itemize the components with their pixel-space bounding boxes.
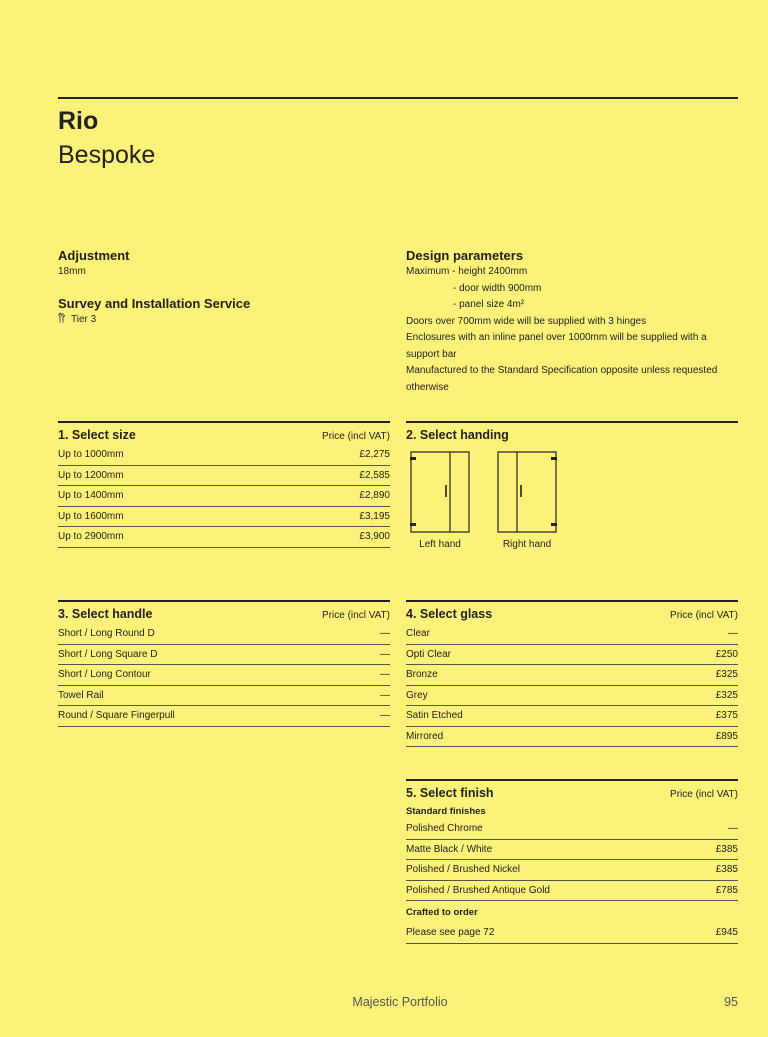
handing-section (406, 421, 738, 550)
option-price: £250 (715, 648, 738, 660)
option-row[interactable] (58, 624, 390, 645)
finish-heading: 5. Select finish (406, 786, 494, 800)
option-label: Polished Chrome (406, 823, 483, 835)
option-price: £895 (715, 730, 738, 742)
design-heading: Design parameters (406, 248, 524, 263)
option-label: Up to 1400mm (58, 490, 124, 502)
handle-table (58, 624, 390, 727)
option-label: Opti Clear (406, 648, 452, 660)
handing-heading: 2. Select handing (406, 428, 509, 442)
right-hand-door-icon (497, 451, 557, 533)
option-row[interactable] (406, 923, 738, 944)
price-column-label: Price (incl VAT) (670, 610, 738, 621)
left-hand-option[interactable] (410, 451, 470, 550)
design-line: Manufactured to the Standard Specification opposite unless requested otherwise (406, 365, 718, 393)
finish-head (406, 781, 738, 803)
option-price: £785 (715, 884, 738, 896)
option-row[interactable] (58, 507, 390, 528)
crafted-table (406, 923, 738, 944)
option-price: — (380, 648, 390, 660)
design-line: - door width 900mm (453, 282, 542, 294)
glass-head (406, 602, 738, 624)
option-label: Clear (406, 628, 430, 640)
handing-options (406, 451, 738, 550)
option-label: Round / Square Fingerpull (58, 710, 175, 722)
option-price: — (728, 823, 738, 835)
design-line: - panel size 4m² (453, 299, 525, 310)
left-hand-door-icon (410, 451, 470, 533)
right-hand-option[interactable] (497, 451, 557, 550)
option-price: £385 (715, 864, 738, 876)
option-row[interactable] (406, 624, 738, 645)
option-label: Grey (406, 689, 428, 701)
size-head (58, 423, 390, 445)
option-price: £3,195 (359, 510, 390, 522)
option-price: £325 (715, 689, 738, 701)
info-left (58, 248, 388, 329)
survey-tier (58, 312, 388, 330)
option-label: Bronze (406, 669, 438, 681)
design-line: Maximum - height 2400mm (406, 266, 528, 277)
option-row[interactable] (406, 727, 738, 748)
option-price: — (380, 669, 390, 681)
survey-tier-label: Tier 3 (71, 314, 97, 325)
size-table (58, 445, 390, 548)
spanner-icon (58, 312, 67, 330)
standard-finishes-heading: Standard finishes (406, 805, 486, 817)
crafted-heading: Crafted to order (406, 906, 478, 918)
footer-brand: Majestic Portfolio (352, 995, 448, 1009)
price-column-label: Price (incl VAT) (670, 789, 738, 800)
option-row[interactable] (406, 860, 738, 881)
standard-finishes-table (406, 819, 738, 901)
price-column-label: Price (incl VAT) (322, 431, 390, 442)
option-row[interactable] (58, 445, 390, 466)
design-line: Doors over 700mm wide will be supplied with 3 hinges (406, 315, 647, 327)
option-price: £945 (715, 927, 738, 939)
adjustment-value: 18mm (58, 266, 86, 277)
handle-section (58, 600, 390, 727)
survey-heading: Survey and Installation Service (58, 295, 251, 311)
size-section (58, 421, 390, 548)
option-row[interactable] (58, 645, 390, 666)
option-row[interactable] (58, 665, 390, 686)
option-label: Matte Black / White (406, 843, 493, 855)
size-heading: 1. Select size (58, 428, 136, 442)
adjustment-heading: Adjustment (58, 248, 130, 263)
option-price: £325 (715, 669, 738, 681)
product-title: Rio (58, 107, 99, 135)
finish-section (406, 779, 738, 944)
option-row[interactable] (406, 881, 738, 902)
option-price: £2,890 (359, 490, 390, 502)
option-label: Short / Long Contour (58, 669, 151, 681)
option-label: Up to 2900mm (58, 531, 124, 543)
option-row[interactable] (406, 819, 738, 840)
option-row[interactable] (406, 706, 738, 727)
glass-section (406, 600, 738, 747)
option-label: Up to 1200mm (58, 469, 124, 481)
product-subtitle: Bespoke (58, 141, 156, 169)
right-hand-label: Right hand (502, 539, 552, 550)
option-price: £385 (715, 843, 738, 855)
design-line: Enclosures with an inline panel over 1000mm will be supplied with a support bar (406, 332, 707, 360)
glass-table (406, 624, 738, 747)
top-rule (58, 97, 738, 99)
option-label: Please see page 72 (406, 927, 495, 939)
option-price: — (380, 628, 390, 640)
option-row[interactable] (406, 645, 738, 666)
option-row[interactable] (58, 706, 390, 727)
option-price: £2,275 (359, 449, 390, 461)
price-column-label: Price (incl VAT) (322, 610, 390, 621)
option-label: Mirrored (406, 730, 444, 742)
option-label: Polished / Brushed Antique Gold (406, 884, 550, 896)
option-label: Short / Long Round D (58, 628, 155, 640)
option-price: £2,585 (359, 469, 390, 481)
handle-heading: 3. Select handle (58, 607, 153, 621)
option-row[interactable] (406, 686, 738, 707)
handing-head (406, 423, 738, 445)
option-label: Up to 1000mm (58, 449, 124, 461)
glass-heading: 4. Select glass (406, 607, 493, 621)
option-row[interactable] (58, 466, 390, 487)
option-price: £3,900 (359, 531, 390, 543)
option-row[interactable] (58, 527, 390, 548)
design-parameters (406, 248, 738, 396)
option-row[interactable] (406, 665, 738, 686)
option-price: £375 (715, 710, 738, 722)
left-hand-label: Left hand (419, 539, 461, 550)
option-price: — (380, 710, 390, 722)
option-row[interactable] (406, 840, 738, 861)
option-price: — (728, 628, 738, 640)
option-label: Towel Rail (58, 689, 104, 701)
handle-head (58, 602, 390, 624)
page-number: 95 (724, 995, 738, 1009)
option-label: Up to 1600mm (58, 510, 124, 522)
option-row[interactable] (58, 486, 390, 507)
option-row[interactable] (58, 686, 390, 707)
option-label: Satin Etched (406, 710, 463, 722)
option-price: — (380, 689, 390, 701)
option-label: Short / Long Square D (58, 648, 158, 660)
option-label: Polished / Brushed Nickel (406, 864, 520, 876)
